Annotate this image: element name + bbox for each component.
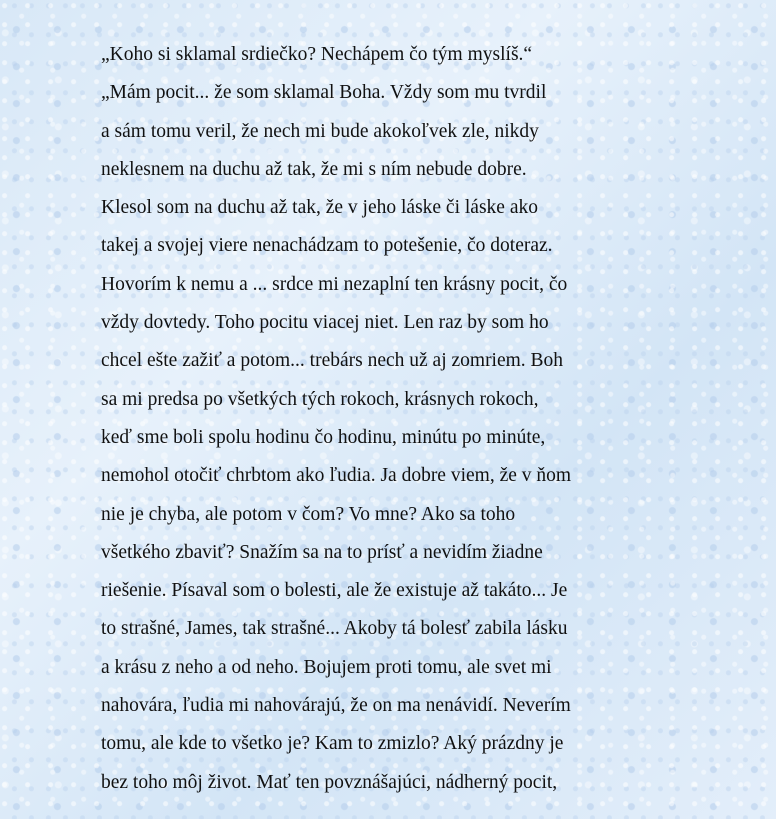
text-line: bez toho môj život. Mať ten povznášajúci, nádherný pocit, xyxy=(101,771,558,793)
text-line: „Koho si sklamal srdiečko? Nechápem čo tým myslíš.“ xyxy=(101,44,533,65)
text-line: a krásu z neho a od neho. Bojujem proti tomu, ale svet mi xyxy=(101,656,552,678)
text-line: sa mi predsa po všetkých tých rokoch, krásnych rokoch, xyxy=(101,388,539,410)
text-line: riešenie. Písaval som o bolesti, ale že existuje až takáto... Je xyxy=(101,580,568,602)
document-text xyxy=(101,36,661,802)
text-line: všetkého zbaviť? Snažím sa na to prísť a nevidím žiadne xyxy=(101,541,543,563)
text-line: nie je chyba, ale potom v čom? Vo mne? Ako sa toho xyxy=(101,503,516,525)
text-line: Klesol som na duchu až tak, že v jeho láske či láske ako xyxy=(101,197,538,219)
text-line: to strašné, James, tak strašné... Akoby tá bolesť zabila lásku xyxy=(101,618,568,640)
text-line: chcel ešte zažiť a potom... trebárs nech už aj zomriem. Boh xyxy=(101,350,564,372)
text-line: Hovorím k nemu a ... srdce mi nezaplní ten krásny pocit, čo xyxy=(101,273,568,295)
text-line: a sám tomu veril, že nech mi bude akokoľvek zle, nikdy xyxy=(101,120,539,142)
text-line: „Mám pocit... že som sklamal Boha. Vždy som mu tvrdil xyxy=(101,82,547,104)
text-line: nemohol otočiť chrbtom ako ľudia. Ja dobre viem, že v ňom xyxy=(101,465,572,487)
text-line: tomu, ale kde to všetko je? Kam to zmizlo? Aký prázdny je xyxy=(101,733,564,755)
text-line: nahovára, ľudia mi nahovárajú, že on ma nenávidí. Neverím xyxy=(101,695,571,717)
text-line: vždy dovtedy. Toho pocitu viacej niet. Len raz by som ho xyxy=(101,312,549,334)
text-line: neklesnem na duchu až tak, že mi s ním nebude dobre. xyxy=(101,158,527,180)
text-line: keď sme boli spolu hodinu čo hodinu, minútu po minúte, xyxy=(101,426,546,448)
text-line: takej a svojej viere nenachádzam to potešenie, čo doteraz. xyxy=(101,235,553,257)
